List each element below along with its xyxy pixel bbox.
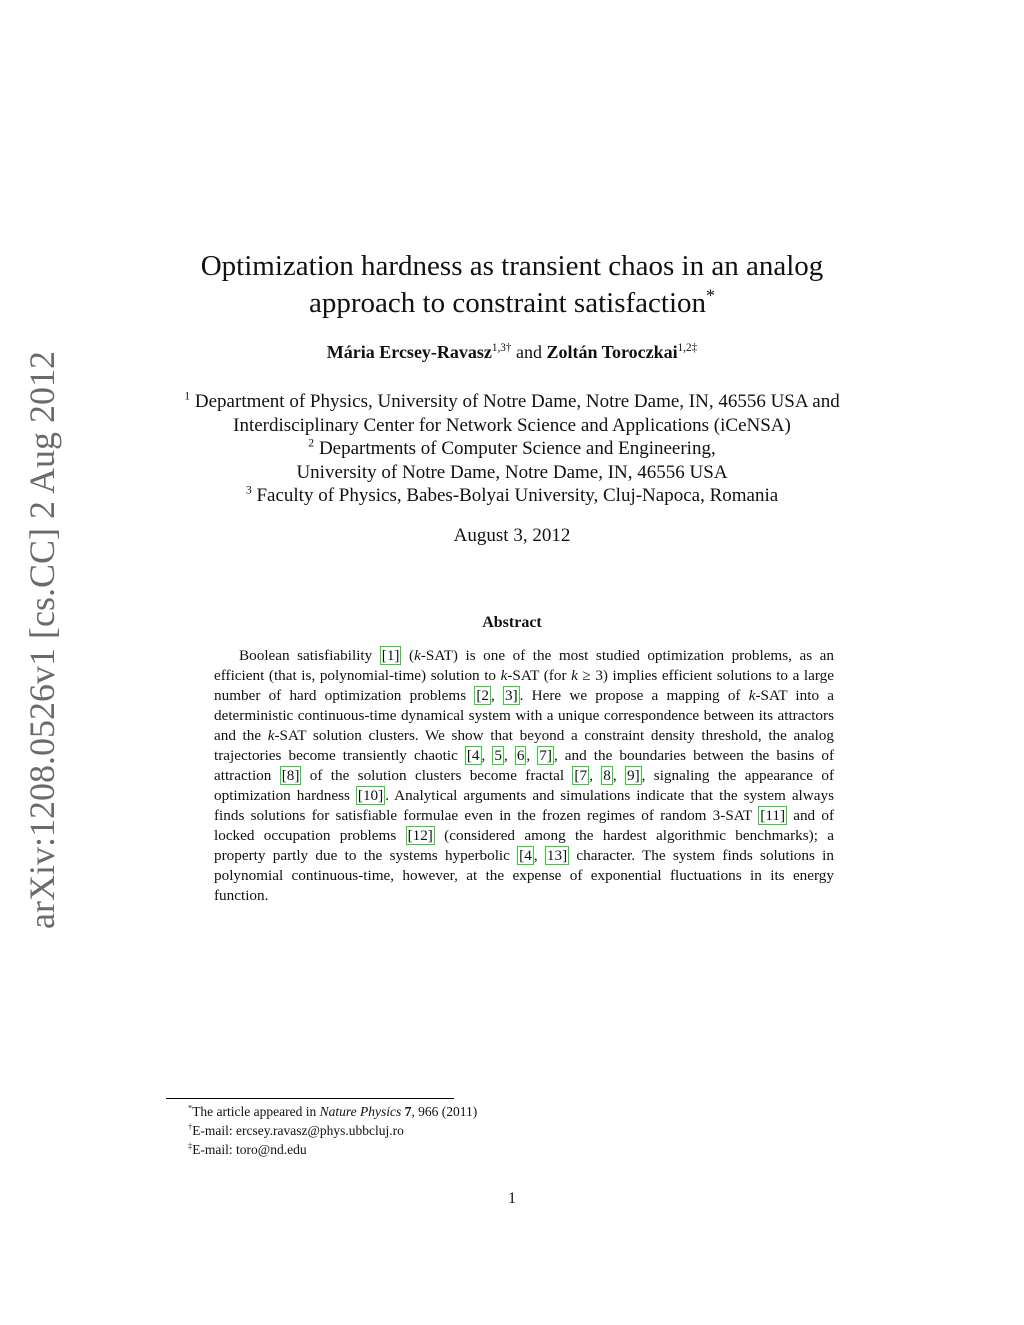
abstract-text: -SAT solution clusters. We show that beyond a constraint density threshold, the analog trajectories become transiently chaotic <box>214 727 834 764</box>
abstract-text: -SAT into a deterministic continuous-time dynamical system with a unique correspondence between its attractors and the <box>214 687 834 744</box>
title-line-2 <box>0 285 1024 322</box>
publication-date: August 3, 2012 <box>453 525 571 546</box>
affiliation-1-number: 1 <box>184 389 191 403</box>
citation-link[interactable]: [4 <box>519 847 532 864</box>
affiliation-1-line-2: Interdisciplinary Center for Network Science and Applications (iCeNSA) <box>233 414 791 436</box>
abstract-text: . Here we propose a mapping of <box>519 687 749 704</box>
citation-link[interactable]: [2 <box>476 687 489 704</box>
abstract-text: , <box>503 747 515 764</box>
citation-link[interactable]: [10] <box>357 787 384 804</box>
author-1: Mária Ercsey-Ravasz <box>326 342 492 362</box>
footnote-3-mark: ‡ <box>188 1141 193 1151</box>
affiliation-1-text: Department of Physics, University of Notre Dame, Notre Dame, IN, 46556 USA and <box>194 391 840 412</box>
citation-link[interactable]: 6 <box>516 747 525 764</box>
author-1-affil: 1,3† <box>491 342 512 354</box>
citation-link[interactable]: 3] <box>504 687 518 704</box>
citation-link[interactable]: 5 <box>494 747 502 764</box>
citation-link[interactable]: 7] <box>539 747 552 764</box>
author-2-affil: 1,2‡ <box>677 342 698 354</box>
abstract-text: (considered among the hardest algorithmic benchmarks); a property partly due to the systems hyperbolic <box>214 827 835 864</box>
abstract-text: and of locked occupation problems <box>214 807 834 844</box>
citation-link[interactable]: [12] <box>407 827 433 844</box>
affiliations <box>0 390 1024 508</box>
abstract-text: ≥ 3) implies efficient solutions to a large number of hard optimization problems <box>214 667 834 704</box>
citation-link[interactable]: [8] <box>281 767 300 784</box>
math-k: k <box>748 687 756 704</box>
footnote-3 <box>188 1141 307 1160</box>
abstract-text: , <box>481 747 493 764</box>
arxiv-sidebar-stamp: arXiv:1208.0526v1 [cs.CC] 2 Aug 2012 <box>22 351 62 929</box>
author-conjunction: and <box>515 342 542 362</box>
math-k: k <box>267 727 275 744</box>
math-k: k <box>414 647 421 664</box>
footnote-1-text: The article appeared in <box>192 1104 320 1119</box>
citation-link[interactable]: [4 <box>466 747 480 764</box>
footnote-2-mark: † <box>188 1122 193 1132</box>
abstract-text: ( <box>401 647 415 664</box>
abstract-text: -SAT) is one of the most studied optimization problems, as an efficient (that is, polynomial-time) solution to <box>214 647 834 684</box>
abstract-text: , <box>533 847 545 864</box>
abstract-text: . Analytical arguments and simulations indicate that the system always finds solutions for satisfiable formulae even in the frozen regimes of random 3-SAT <box>214 787 834 824</box>
math-k: k <box>571 667 578 684</box>
abstract-paragraph <box>214 646 834 906</box>
footnote-1-volume: 7 <box>404 1104 412 1119</box>
abstract-text: , <box>526 747 538 764</box>
footnote-1-journal: Nature Physics <box>319 1104 402 1119</box>
citation-link[interactable]: [7 <box>574 767 588 784</box>
abstract-text: , and the boundaries between the basins of attraction <box>214 747 835 784</box>
abstract-text: , <box>490 687 503 704</box>
affiliation-3-line-1 <box>0 484 1024 508</box>
author-line <box>0 342 1024 363</box>
footnote-2 <box>188 1122 404 1141</box>
footnote-3-email[interactable]: E-mail: toro@nd.edu <box>192 1142 307 1157</box>
abstract-text: , <box>589 767 602 784</box>
footnote-1-mark: * <box>188 1103 193 1113</box>
citation-link[interactable]: [11] <box>760 807 786 824</box>
abstract-text: of the solution clusters become fractal <box>301 767 573 784</box>
affiliation-2-line-1 <box>0 437 1024 461</box>
affiliation-2-text: Departments of Computer Science and Engineering, <box>318 438 716 459</box>
abstract-heading: Abstract <box>482 614 542 631</box>
title-line-2-text: approach to constraint satisfaction <box>309 287 707 319</box>
footnote-1 <box>188 1103 477 1122</box>
affiliation-2-line-2: University of Notre Dame, Notre Dame, IN, 46556 USA <box>296 461 728 483</box>
paper-title <box>0 248 1024 322</box>
citation-link[interactable]: 13] <box>546 847 568 864</box>
abstract-text: -SAT (for <box>507 667 572 684</box>
page-number: 1 <box>508 1190 516 1207</box>
title-footnote-mark[interactable]: * <box>706 285 715 306</box>
citation-link[interactable]: 8 <box>603 767 611 784</box>
abstract-body <box>214 646 834 906</box>
affiliation-3-text: Faculty of Physics, Babes-Bolyai University, Cluj-Napoca, Romania <box>256 485 779 506</box>
affiliation-1-line-1 <box>0 390 1024 414</box>
abstract-text: character. The system finds solutions in polynomial continuous-time, however, at the expense of exponential fluctuations in its energy function. <box>214 847 834 904</box>
abstract-text: Boolean satisfiability <box>239 647 380 664</box>
math-k: k <box>500 667 508 684</box>
abstract-text: , signaling the appearance of optimization hardness <box>214 767 835 804</box>
affiliation-2-number: 2 <box>308 436 315 450</box>
title-line-1: Optimization hardness as transient chaos in an analog <box>200 250 824 282</box>
author-2: Zoltán Toroczkai <box>546 342 678 362</box>
footnote-rule <box>166 1098 454 1099</box>
abstract-text: , <box>612 767 625 784</box>
citation-link[interactable]: [1] <box>381 647 400 664</box>
citation-link[interactable]: 9] <box>626 767 640 784</box>
footnote-2-email[interactable]: E-mail: ercsey.ravasz@phys.ubbcluj.ro <box>192 1123 404 1138</box>
footnote-1-pages: , 966 (2011) <box>411 1104 478 1119</box>
affiliation-3-number: 3 <box>245 483 252 497</box>
